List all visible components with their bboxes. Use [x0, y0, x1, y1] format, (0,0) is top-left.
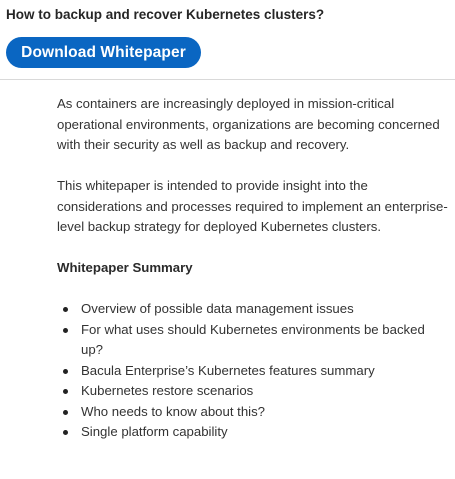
- bullet-icon: [63, 369, 68, 374]
- list-item-text: Who needs to know about this?: [81, 403, 266, 419]
- list-item: [81, 402, 449, 423]
- intro-paragraph: As containers are increasingly deployed in mission-critical operational environments, organizations are becoming concerned with their security as well as backup and recovery.: [57, 96, 440, 152]
- summary-list: [57, 299, 449, 443]
- list-item: [81, 299, 449, 320]
- list-item: [81, 381, 449, 402]
- header: [0, 0, 455, 80]
- summary-heading: Whitepaper Summary: [57, 260, 193, 275]
- list-item: [81, 361, 449, 382]
- page-title: How to backup and recover Kubernetes clusters?: [6, 7, 325, 22]
- bullet-icon: [63, 430, 68, 435]
- download-whitepaper-button[interactable]: Download Whitepaper: [6, 37, 201, 68]
- list-item: [81, 422, 449, 443]
- list-item-text: For what uses should Kubernetes environments be backed up?: [81, 321, 425, 357]
- list-item-text: Kubernetes restore scenarios: [81, 383, 254, 398]
- article-body: [57, 94, 449, 443]
- list-item-text: Overview of possible data management issues: [81, 301, 354, 316]
- list-item: [81, 320, 449, 361]
- description-paragraph: This whitepaper is intended to provide insight into the considerations and processes required to implement an enterprise-level backup strategy for deployed Kubernetes clusters.: [57, 178, 448, 234]
- bullet-icon: [63, 410, 68, 415]
- list-item-text: Bacula Enterprise’s Kubernetes features summary: [81, 362, 375, 378]
- bullet-icon: [63, 307, 68, 312]
- bullet-icon: [63, 389, 68, 394]
- bullet-icon: [63, 328, 68, 333]
- list-item-text: Single platform capability: [81, 424, 228, 439]
